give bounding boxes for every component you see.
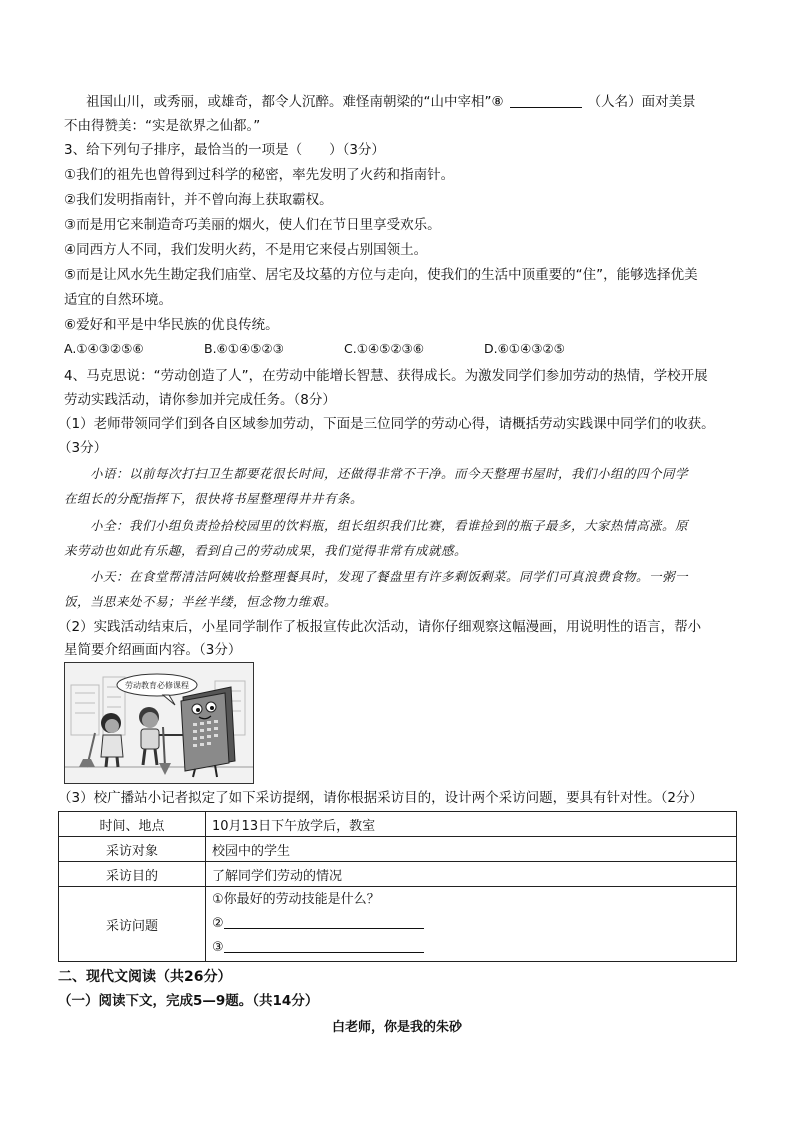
interview-questions-cell: [206, 887, 737, 962]
row-label: 采访对象: [59, 837, 206, 862]
broom-icon: [79, 759, 95, 767]
note-xiaoyu-a: 小语：以前每次打扫卫生都要花很长时间，还做得非常不干净。而今天整理书屋时，我们小组的四个同学: [90, 466, 689, 481]
section-heading: 二、现代文阅读（共26分）: [58, 969, 232, 985]
q3-sentence-5b: 适宜的自然环境。: [64, 292, 172, 308]
row-label: 采访问题: [59, 887, 206, 962]
question-3-num: ③: [212, 940, 224, 955]
row-label: 采访目的: [59, 862, 206, 887]
boy-character-icon: [139, 707, 183, 775]
section-subheading: （一）阅读下文，完成5—9题。（共14分）: [58, 993, 319, 1009]
intro-text-b: （人名）面对美景: [587, 94, 696, 110]
q3-sentence-4: ④同西方人不同，我们发明火药，不是用它来侵占别国领土。: [64, 242, 428, 258]
interview-outline-table: [58, 811, 737, 962]
q3-sentence-3: ③而是用它来制造奇巧美丽的烟火，使人们在节日里享受欢乐。: [64, 217, 441, 233]
labor-cartoon: [64, 662, 254, 784]
cartoon-bubble-text: 劳动教育必修课程: [125, 681, 189, 690]
question-2-line[interactable]: [212, 912, 730, 936]
article-title: 白老师，你是我的朱砂: [331, 1020, 462, 1035]
q3-option-d[interactable]: D.⑥①④③②⑤: [484, 341, 565, 356]
table-row: [59, 862, 737, 887]
table-row: [59, 837, 737, 862]
row-label: 时间、地点: [59, 812, 206, 837]
q3-stem: 3、给下列句子排序，最恰当的一项是（ ）（3分）: [64, 142, 385, 158]
question-3-blank[interactable]: [224, 938, 424, 953]
intro-line-1: [86, 92, 696, 112]
row-value: 10月13日下午放学后，教室: [206, 812, 737, 837]
row-value: 了解同学们劳动的情况: [206, 862, 737, 887]
cartoon-drawing: [65, 663, 253, 783]
note-xiaoquan-a: 小全：我们小组负责捡拾校园里的饮料瓶，组长组织我们比赛，看谁捡到的瓶子最多，大家热情高涨。原: [90, 518, 689, 533]
q3-sentence-5a: ⑤而是让风水先生勘定我们庙堂、居宅及坟墓的方位与走向，使我们的生活中顶重要的“住”，能够选择优美: [64, 267, 698, 283]
q4-part2-b: 星简要介绍画面内容。（3分）: [64, 642, 242, 658]
row-value: 校园中的学生: [206, 837, 737, 862]
q3-option-c[interactable]: C.①④⑤②③⑥: [344, 341, 424, 356]
note-xiaoyu-b: 在组长的分配指挥下，很快将书屋整理得井井有条。: [64, 491, 364, 506]
girl-character-icon: [79, 713, 123, 767]
note-xiaotian-b: 饭，当思来处不易；半丝半缕，恒念物力维艰。: [64, 594, 338, 609]
q3-option-a[interactable]: A.①④③②⑤⑥: [64, 341, 144, 356]
q4-part1-b: （3分）: [58, 440, 108, 456]
question-2-num: ②: [212, 916, 224, 931]
intro-line-2: 不由得赞美：“实是欲界之仙都。”: [64, 118, 261, 134]
q3-option-b[interactable]: B.⑥①④⑤②③: [204, 341, 284, 356]
table-row: [59, 887, 737, 962]
note-xiaoquan-b: 来劳动也如此有乐趣，看到自己的劳动成果，我们觉得非常有成就感。: [64, 543, 468, 558]
table-row: [59, 812, 737, 837]
intro-text-a: 祖国山川，或秀丽，或雄奇，都令人沉醉。难怪南朝梁的“山中宰相”⑧: [86, 94, 504, 110]
q4-part2-a: （2）实践活动结束后，小星同学制作了板报宣传此次活动，请你仔细观察这幅漫画，用说明性的语言，帮小: [58, 619, 702, 635]
answer-blank[interactable]: [510, 93, 582, 108]
q4-part3: （3）校广播站小记者拟定了如下采访提纲，请你根据采访目的，设计两个采访问题，要具有针对性。（2分）: [58, 790, 703, 806]
q3-sentence-2: ②我们发明指南针，并不曾向海上获取霸权。: [64, 192, 333, 208]
q4-stem-2: 劳动实践活动，请你参加并完成任务。（8分）: [64, 392, 336, 408]
note-xiaotian-a: 小天：在食堂帮清洁阿姨收拾整理餐具时，发现了餐盘里有许多剩饭剩菜。同学们可真浪费食物。一粥一: [90, 569, 689, 584]
question-2-blank[interactable]: [224, 914, 424, 929]
question-3-line[interactable]: [212, 936, 730, 960]
book-character-icon: [181, 687, 235, 777]
question-1: ①你最好的劳动技能是什么？: [212, 892, 380, 907]
q4-stem-1: 4、马克思说：“劳动创造了人”，在劳动中能增长智慧、获得成长。为激发同学们参加劳动的热情，学校开展: [64, 368, 708, 384]
q3-sentence-1: ①我们的祖先也曾得到过科学的秘密，率先发明了火药和指南针。: [64, 167, 455, 183]
q3-sentence-6: ⑥爱好和平是中华民族的优良传统。: [64, 317, 279, 333]
q4-part1-a: （1）老师带领同学们到各自区域参加劳动，下面是三位同学的劳动心得，请概括劳动实践课中同学们的收获。: [58, 416, 715, 432]
